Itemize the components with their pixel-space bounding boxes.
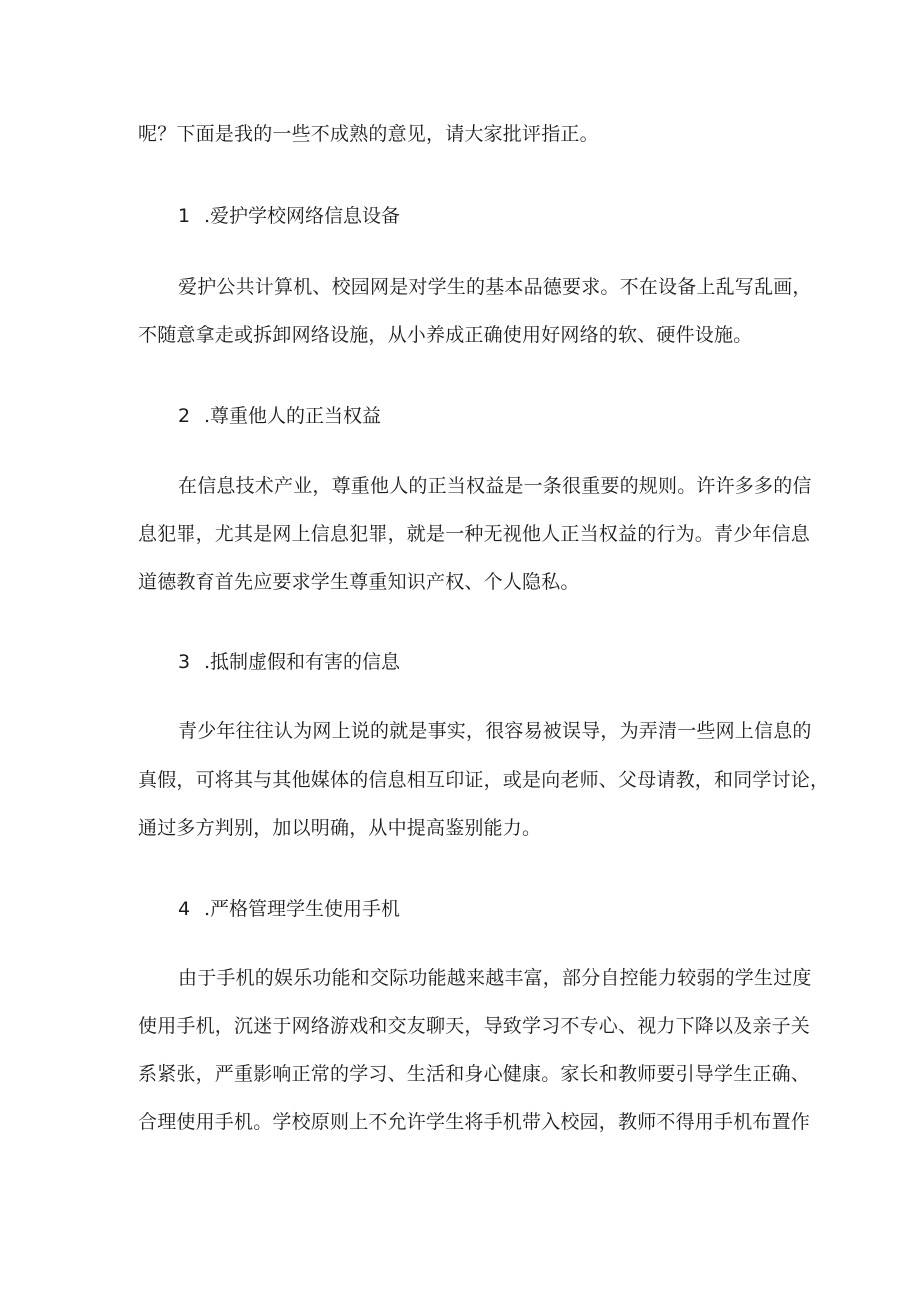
section-heading-3 (178, 650, 400, 674)
section-2-line-3: 道德教育首先应要求学生尊重知识产权、个人隐私。 (138, 571, 580, 593)
section-1-line-1: 爱护公共计算机、校园网是对学生的基本品德要求。不在设备上乱写乱画， (178, 276, 812, 298)
section-3-line-1: 青少年往往认为网上说的就是事实，很容易被误导，为弄清一些网上信息的 (178, 720, 812, 742)
section-number-4: 4 (178, 898, 191, 920)
intro-paragraph-tail: 呢？下面是我的一些不成熟的意见，请大家批评指正。 (138, 123, 599, 145)
section-heading-4 (178, 897, 400, 921)
section-1-line-2: 不随意拿走或拆卸网络设施，从小养成正确使用好网络的软、硬件设施。 (138, 324, 753, 346)
section-title-4: .严格管理学生使用手机 (204, 898, 401, 920)
section-4-line-1: 由于手机的娱乐功能和交际功能越来越丰富，部分自控能力较弱的学生过度 (178, 967, 812, 989)
section-number-3: 3 (178, 651, 191, 673)
section-4-line-2: 使用手机，沉迷于网络游戏和交友聊天，导致学习不专心、视力下降以及亲子关 (138, 1015, 811, 1037)
section-3-line-3: 通过多方判别，加以明确，从中提高鉴别能力。 (138, 817, 542, 839)
section-title-2: .尊重他人的正当权益 (204, 405, 382, 427)
section-heading-2 (178, 404, 381, 428)
section-3-line-2: 真假，可将其与其他媒体的信息相互印证，或是向老师、父母请教，和同学讨论， (138, 769, 830, 791)
section-number-2: 2 (178, 405, 191, 427)
section-title-1: .爱护学校网络信息设备 (204, 205, 401, 227)
section-2-line-1: 在信息技术产业，尊重他人的正当权益是一条很重要的规则。许许多多的信 (178, 475, 812, 497)
section-4-line-3: 系紧张，严重影响正常的学习、生活和身心健康。家长和教师要引导学生正确、 (138, 1063, 811, 1085)
section-number-1: 1 (178, 205, 191, 227)
section-heading-1 (178, 204, 400, 228)
section-2-line-2: 息犯罪，尤其是网上信息犯罪，就是一种无视他人正当权益的行为。青少年信息 (138, 523, 811, 545)
section-4-line-4: 合理使用手机。学校原则上不允许学生将手机带入校园，教师不得用手机布置作 (138, 1111, 811, 1133)
section-title-3: .抵制虚假和有害的信息 (204, 651, 401, 673)
